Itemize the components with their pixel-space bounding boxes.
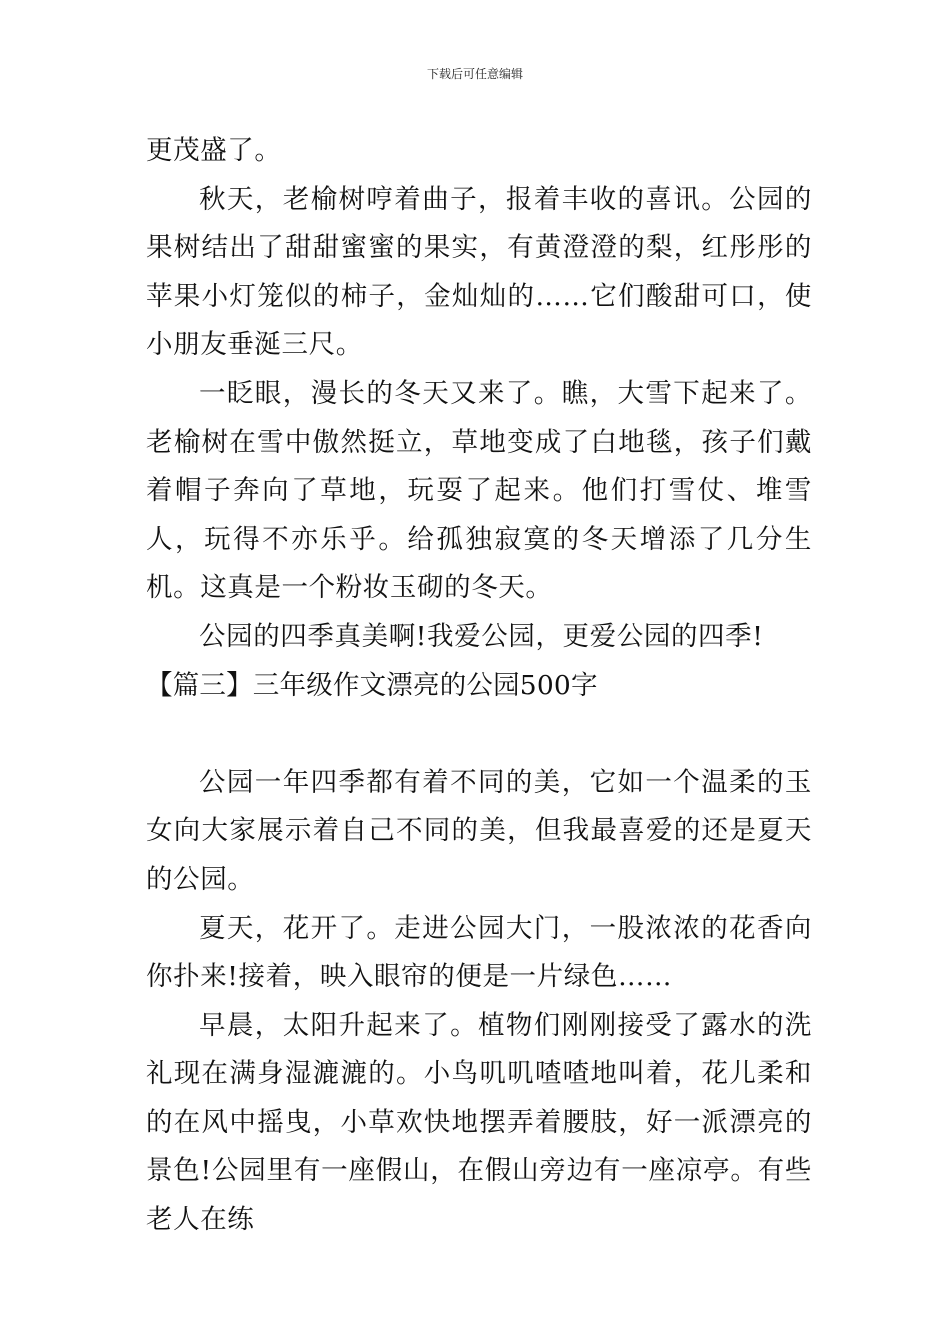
paragraph-conclusion: 公园的四季真美啊!我爱公园，更爱公园的四季! xyxy=(199,620,764,652)
paragraph-autumn: 秋天，老榆树哼着曲子，报着丰收的喜讯。公园的果树结出了甜甜蜜蜜的果实，有黄澄澄的梨，红彤彤的苹果小灯笼似的柿子，金灿灿的……它们酸甜可口，使小朋友垂涎三尺。 xyxy=(146,183,812,361)
document-body xyxy=(146,127,812,1245)
section-title: 【篇三】三年级作文漂亮的公园500字 xyxy=(146,669,598,701)
paragraph-continuation: 更茂盛了。 xyxy=(146,135,282,166)
paragraph-morning: 早晨，太阳升起来了。植物们刚刚接受了露水的洗礼现在满身湿漉漉的。小鸟叽叽喳喳地叫着，花儿柔和的在风中摇曳，小草欢快地摆弄着腰肢，好一派漂亮的景色!公园里有一座假山，在假山旁边有一座凉亭。有些老人在练 xyxy=(146,1009,812,1236)
paragraph-winter: 一眨眼，漫长的冬天又来了。瞧，大雪下起来了。老榆树在雪中傲然挺立，草地变成了白地毯，孩子们戴着帽子奔向了草地，玩耍了起来。他们打雪仗、堆雪人，玩得不亦乐乎。给孤独寂寞的冬天增添了几分生机。这真是一个粉妆玉砌的冬天。 xyxy=(146,377,812,604)
paragraph-intro: 公园一年四季都有着不同的美，它如一个温柔的玉女向大家展示着自己不同的美，但我最喜爱的还是夏天的公园。 xyxy=(146,766,812,895)
page-header: 下载后可任意编辑 xyxy=(426,67,523,81)
blank-line xyxy=(146,710,812,759)
paragraph-summer: 夏天，花开了。走进公园大门，一股浓浓的花香向你扑来!接着，映入眼帘的便是一片绿色…… xyxy=(146,912,812,993)
